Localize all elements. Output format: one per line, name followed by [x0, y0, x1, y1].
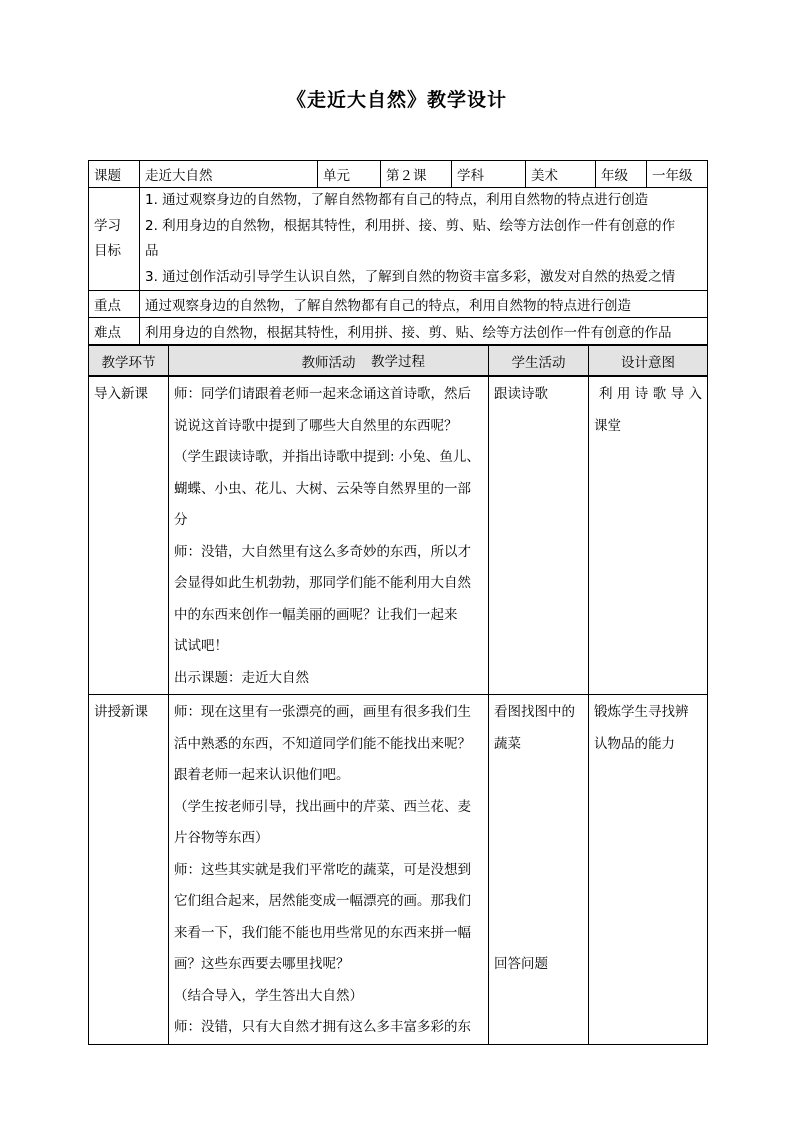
key-point-label: 重点	[89, 291, 140, 318]
teacher-line: 师：同学们请跟着老师一起来念诵这首诗歌，然后	[174, 386, 471, 402]
header-teacher: 教师活动	[169, 346, 489, 377]
topic-value: 走近大自然	[140, 161, 318, 188]
student-activity-cell: 跟读诗歌	[489, 377, 589, 695]
subject-label: 学科	[452, 161, 526, 188]
teacher-line: （结合导入，学生答出大自然）	[174, 987, 363, 1004]
info-table	[88, 160, 708, 376]
unit-value: 第２课	[381, 161, 452, 188]
process-header-row	[89, 346, 708, 377]
teacher-line: （学生按老师引导，找出画中的芹菜、西兰花、麦	[174, 798, 471, 815]
stage-cell: 导入新课	[89, 377, 169, 695]
objectives-text	[140, 188, 708, 291]
header-student: 学生活动	[489, 346, 589, 377]
grade-label: 年级	[596, 161, 647, 188]
difficulty-row	[89, 318, 708, 345]
teacher-activity-cell	[169, 377, 489, 695]
teacher-line: 出示课题：走近大自然	[174, 669, 309, 686]
teacher-line: 活中熟悉的东西，不知道同学们能不能找出来呢？	[174, 735, 471, 752]
process-row-intro	[89, 377, 708, 695]
difficulty-label: 难点	[89, 318, 140, 345]
key-point-row	[89, 291, 708, 318]
teacher-line: 师：现在这里有一张漂亮的画，画里有很多我们生	[174, 704, 471, 720]
teacher-line: 中的东西来创作一幅美丽的画呢？让我们一起来	[174, 606, 458, 623]
teacher-line: （学生跟读诗歌，并指出诗歌中提到: 小兔、鱼儿、	[174, 449, 480, 465]
process-row-new-lesson	[89, 695, 708, 1045]
teacher-line: 师：这些其实就是我们平常吃的蔬菜，可是没想到	[174, 861, 471, 878]
key-point-text: 通过观察身边的自然物，了解自然物都有自己的特点，利用自然物的特点进行创造	[140, 291, 708, 318]
info-row	[89, 161, 708, 188]
teacher-line: 它们组合起来，居然能变成一幅漂亮的画。那我们	[174, 893, 471, 909]
header-intent: 设计意图	[589, 346, 708, 377]
document-title: 《走近大自然》教学设计	[286, 89, 507, 111]
objectives-label: 学习 目标	[89, 188, 140, 291]
teacher-line: 试试吧！	[174, 638, 228, 654]
teacher-activity-cell	[169, 695, 489, 1045]
teacher-line: 说说这首诗歌中提到了哪些大自然里的东西呢？	[174, 417, 458, 434]
teacher-line: 片谷物等东西）	[174, 830, 269, 846]
grade-value: 一年级	[647, 161, 708, 188]
stage-cell: 讲授新课	[89, 695, 169, 1045]
objective-line: 3. 通过创作活动引导学生认识自然，了解到自然的物资丰富多彩，激发对自然的热爱之情	[145, 268, 676, 285]
design-intent-cell: 利用诗歌导入 课堂	[589, 377, 708, 695]
teacher-line: 师：没错，大自然里有这么多奇妙的东西，所以才	[174, 543, 471, 560]
topic-label: 课题	[89, 161, 140, 188]
objectives-row	[89, 188, 708, 291]
difficulty-text: 利用身边的自然物，根据其特性，利用拼、接、剪、贴、绘等方法创作一件有创意的作品	[140, 318, 708, 345]
teacher-line: 蝴蝶、小虫、花儿、大树、云朵等自然界里的一部	[174, 480, 471, 497]
teacher-line: 来看一下，我们能不能也用些常见的东西来拼一幅	[174, 924, 471, 941]
process-title: 教学过程	[89, 345, 708, 376]
teacher-line: 画？这些东西要去哪里找呢？	[174, 956, 350, 972]
objective-line: 品	[145, 243, 159, 259]
teacher-line: 分	[174, 512, 188, 528]
unit-label: 单元	[318, 161, 381, 188]
teacher-line: 跟着老师一起来认识他们吧。	[174, 767, 350, 783]
subject-value: 美术	[526, 161, 596, 188]
process-table	[88, 345, 708, 1045]
objective-line: 2. 利用身边的自然物，根据其特性，利用拼、接、剪、贴、绘等方法创作一件有创意的作	[145, 217, 676, 234]
design-intent-cell: 锻炼学生寻找辨 认物品的能力	[589, 695, 708, 1045]
student-activity-cell: 看图找图中的 蔬菜 回答问题	[489, 695, 589, 1045]
teacher-line: 会显得如此生机勃勃，那同学们能不能利用大自然	[174, 575, 471, 591]
teacher-line: 师：没错，只有大自然才拥有这么多丰富多彩的东	[174, 1019, 471, 1035]
header-stage: 教学环节	[89, 346, 169, 377]
objective-line: 1. 通过观察身边的自然物，了解自然物都有自己的特点，利用自然物的特点进行创造	[145, 192, 649, 208]
